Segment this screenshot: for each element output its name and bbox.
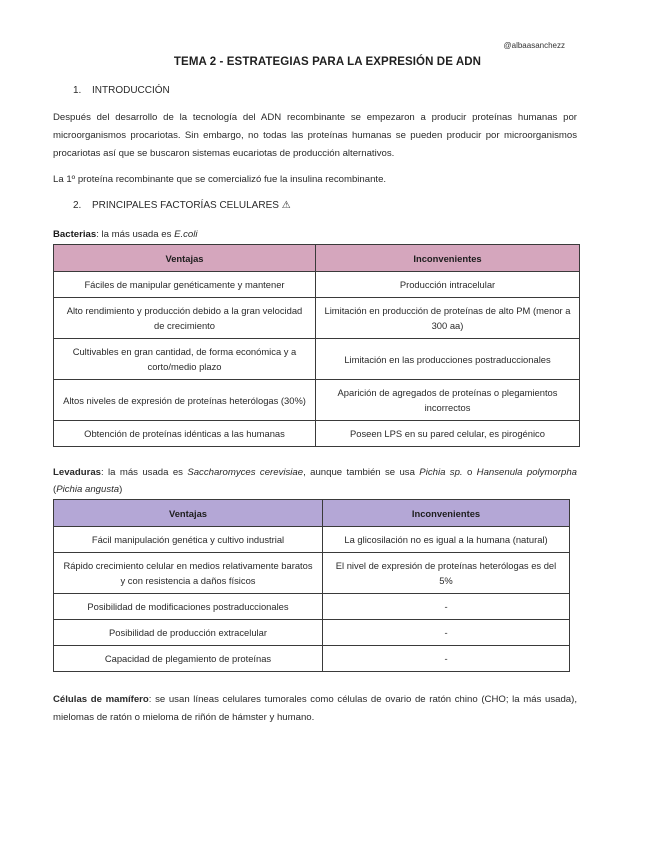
- bacterias-title: Bacterias: [53, 229, 97, 240]
- species-name: Saccharomyces cerevisiae: [187, 467, 304, 478]
- species-name: Pichia angusta: [56, 484, 120, 495]
- header-ventajas: Ventajas: [54, 245, 316, 272]
- table-cell: Obtención de proteínas idénticas a las humanas: [54, 421, 316, 447]
- table-cell: Poseen LPS en su pared celular, es pirogénico: [316, 421, 580, 447]
- levaduras-text: ): [119, 484, 123, 495]
- table-cell: Capacidad de plegamiento de proteínas: [54, 646, 323, 672]
- table-cell: La glicosilación no es igual a la humana (natural): [323, 527, 570, 553]
- mamifero-title: Células de mamífero: [53, 694, 149, 705]
- page-title: TEMA 2 - ESTRATEGIAS PARA LA EXPRESIÓN DE ADN: [173, 56, 482, 68]
- table-cell: Cultivables en gran cantidad, de forma económica y a corto/medio plazo: [54, 339, 316, 380]
- mamifero-text: : se usan líneas celulares tumorales como células de ovario de ratón chino (CHO; la más usada), mielomas de ratón o mieloma de riñón de hámster y humano.: [53, 694, 578, 723]
- table-row: [54, 620, 570, 646]
- table-cell: Fácil manipulación genética y cultivo industrial: [54, 527, 323, 553]
- section-number: 2.: [73, 200, 82, 211]
- levaduras-text: o: [462, 467, 477, 478]
- species-name: Hansenula polymorpha: [476, 467, 577, 478]
- section-number: 1.: [73, 85, 82, 96]
- insulin-paragraph: La 1º proteína recombinante que se comercializó fue la insulina recombinante.: [53, 174, 387, 185]
- author-handle: @albaasanchezz: [503, 41, 565, 50]
- table-cell: -: [323, 646, 570, 672]
- levaduras-table: [53, 499, 570, 672]
- table-cell: Aparición de agregados de proteínas o plegamientos incorrectos: [316, 380, 580, 421]
- levaduras-label: [53, 464, 577, 498]
- species-name: Pichia sp.: [419, 467, 463, 478]
- table-row: [54, 421, 580, 447]
- section-title: INTRODUCCIÓN: [92, 85, 170, 96]
- table-cell: Posibilidad de producción extracelular: [54, 620, 323, 646]
- levaduras-text: : la más usada es: [101, 467, 188, 478]
- table-cell: Limitación en las producciones postraduccionales: [316, 339, 580, 380]
- table-cell: Limitación en producción de proteínas de alto PM (menor a 300 aa): [316, 298, 580, 339]
- header-inconvenientes: Inconvenientes: [323, 500, 570, 527]
- table-cell: Posibilidad de modificaciones postraduccionales: [54, 594, 323, 620]
- intro-paragraph: Después del desarrollo de la tecnología del ADN recombinante se empezaron a producir proteínas humanas por microorganismos procariotas. Sin embargo, no todas las proteínas humanas se pueden producir por microorganismos procariotas así que se buscaron sistemas eucariotas de producción alternativos.: [53, 112, 577, 159]
- levaduras-text: (: [53, 484, 57, 495]
- table-cell: Rápido crecimiento celular en medios relativamente baratos y con resistencia a daños físicos: [54, 553, 323, 594]
- warning-icon: ⚠: [281, 200, 291, 211]
- table-cell: El nivel de expresión de proteínas heterólogas es del 5%: [323, 553, 570, 594]
- table-header-row: [54, 245, 580, 272]
- table-header-row: [54, 500, 570, 527]
- section-heading-intro: [73, 85, 170, 96]
- mamifero-paragraph: [53, 691, 577, 727]
- table-row: [54, 339, 580, 380]
- table-row: [54, 527, 570, 553]
- levaduras-text: , aunque también se usa: [303, 467, 420, 478]
- table-row: [54, 646, 570, 672]
- table-cell: -: [323, 594, 570, 620]
- header-ventajas: Ventajas: [54, 500, 323, 527]
- table-row: [54, 272, 580, 298]
- levaduras-title: Levaduras: [53, 467, 101, 478]
- table-row: [54, 594, 570, 620]
- section-heading-factorias: [73, 200, 291, 211]
- header-inconvenientes: Inconvenientes: [316, 245, 580, 272]
- bacterias-label: [53, 229, 198, 240]
- table-row: [54, 380, 580, 421]
- table-cell: Fáciles de manipular genéticamente y mantener: [54, 272, 316, 298]
- table-cell: Altos niveles de expresión de proteínas heterólogas (30%): [54, 380, 316, 421]
- bacterias-example: E.coli: [174, 229, 198, 240]
- table-cell: Alto rendimiento y producción debido a la gran velocidad de crecimiento: [54, 298, 316, 339]
- table-cell: Producción intracelular: [316, 272, 580, 298]
- table-row: [54, 553, 570, 594]
- table-cell: -: [323, 620, 570, 646]
- table-row: [54, 298, 580, 339]
- section-title: PRINCIPALES FACTORÍAS CELULARES: [92, 200, 279, 211]
- bacterias-text: : la más usada es: [96, 229, 175, 240]
- bacterias-table: [53, 244, 580, 447]
